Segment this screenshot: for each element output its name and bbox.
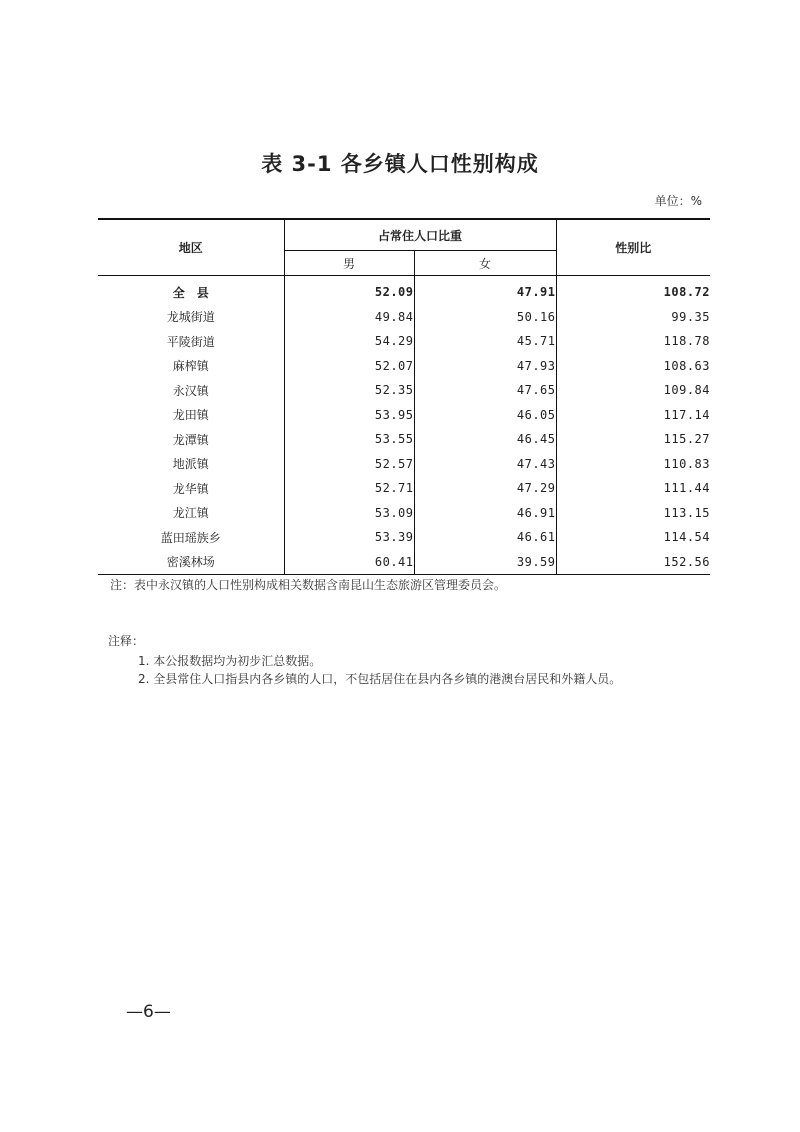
female-cell: 39.59	[414, 550, 556, 575]
ratio-cell: 117.14	[556, 403, 710, 428]
header-region: 地区	[98, 219, 284, 276]
table-row	[98, 403, 710, 428]
female-cell: 45.71	[414, 329, 556, 354]
female-cell: 46.91	[414, 501, 556, 526]
female-cell: 47.93	[414, 354, 556, 379]
female-cell: 46.61	[414, 525, 556, 550]
female-cell: 46.05	[414, 403, 556, 428]
header-male: 男	[284, 251, 414, 276]
region-cell: 全 县	[172, 285, 209, 300]
header-sex-ratio: 性别比	[556, 219, 710, 276]
region-cell: 密溪林场	[98, 550, 284, 575]
region-cell: 龙田镇	[172, 408, 209, 423]
male-cell: 53.09	[284, 501, 414, 526]
ratio-cell: 110.83	[556, 452, 710, 477]
table-row	[98, 476, 710, 501]
region-cell: 地派镇	[172, 457, 209, 472]
ratio-cell: 152.56	[556, 550, 710, 575]
ratio-cell: 118.78	[556, 329, 710, 354]
unit-label: 单位：%	[654, 194, 702, 208]
male-cell: 52.07	[284, 354, 414, 379]
region-cell: 龙华镇	[172, 481, 209, 496]
table-row	[98, 427, 710, 452]
ratio-cell: 111.44	[556, 476, 710, 501]
ratio-cell: 108.72	[556, 276, 710, 305]
female-cell: 47.65	[414, 378, 556, 403]
male-cell: 53.95	[284, 403, 414, 428]
female-cell: 50.16	[414, 305, 556, 330]
female-cell: 47.91	[414, 276, 556, 305]
female-cell: 47.29	[414, 476, 556, 501]
female-cell: 47.43	[414, 452, 556, 477]
region-cell: 永汉镇	[172, 383, 209, 398]
ratio-cell: 114.54	[556, 525, 710, 550]
table-row	[98, 354, 710, 379]
header-female: 女	[414, 251, 556, 276]
region-cell: 蓝田瑶族乡	[160, 530, 221, 545]
ratio-cell: 115.27	[556, 427, 710, 452]
male-cell: 53.55	[284, 427, 414, 452]
male-cell: 52.09	[284, 276, 414, 305]
female-cell: 46.45	[414, 427, 556, 452]
ratio-cell: 113.15	[556, 501, 710, 526]
region-cell: 龙江镇	[172, 506, 209, 521]
population-sex-table	[98, 218, 710, 575]
male-cell: 52.71	[284, 476, 414, 501]
table-row	[98, 501, 710, 526]
region-cell: 龙潭镇	[172, 432, 209, 447]
page-number: —6—	[126, 1002, 171, 1022]
table-note: 注：表中永汉镇的人口性别构成相关数据含南昆山生态旅游区管理委员会。	[110, 578, 507, 592]
table-row	[98, 329, 710, 354]
annotation-item: 2. 全县常住人口指县内各乡镇的人口，不包括居住在县内各乡镇的港澳台居民和外籍人员。	[138, 672, 622, 686]
header-share-group: 占常住人口比重	[284, 219, 556, 251]
table-title: 表 3-1 各乡镇人口性别构成	[261, 152, 539, 176]
male-cell: 49.84	[284, 305, 414, 330]
table-row	[98, 525, 710, 550]
table-row	[98, 550, 710, 575]
ratio-cell: 99.35	[556, 305, 710, 330]
male-cell: 52.35	[284, 378, 414, 403]
male-cell: 54.29	[284, 329, 414, 354]
region-cell: 麻榨镇	[172, 359, 209, 374]
annotation-item: 1. 本公报数据均为初步汇总数据。	[138, 654, 322, 668]
table-row	[98, 305, 710, 330]
ratio-cell: 109.84	[556, 378, 710, 403]
male-cell: 53.39	[284, 525, 414, 550]
table-row	[98, 378, 710, 403]
region-cell: 龙城街道	[166, 310, 215, 325]
annotations-title: 注释：	[108, 634, 145, 648]
region-cell: 平陵街道	[166, 334, 215, 349]
table-row	[98, 276, 710, 305]
ratio-cell: 108.63	[556, 354, 710, 379]
table-row	[98, 452, 710, 477]
male-cell: 60.41	[284, 550, 414, 575]
male-cell: 52.57	[284, 452, 414, 477]
